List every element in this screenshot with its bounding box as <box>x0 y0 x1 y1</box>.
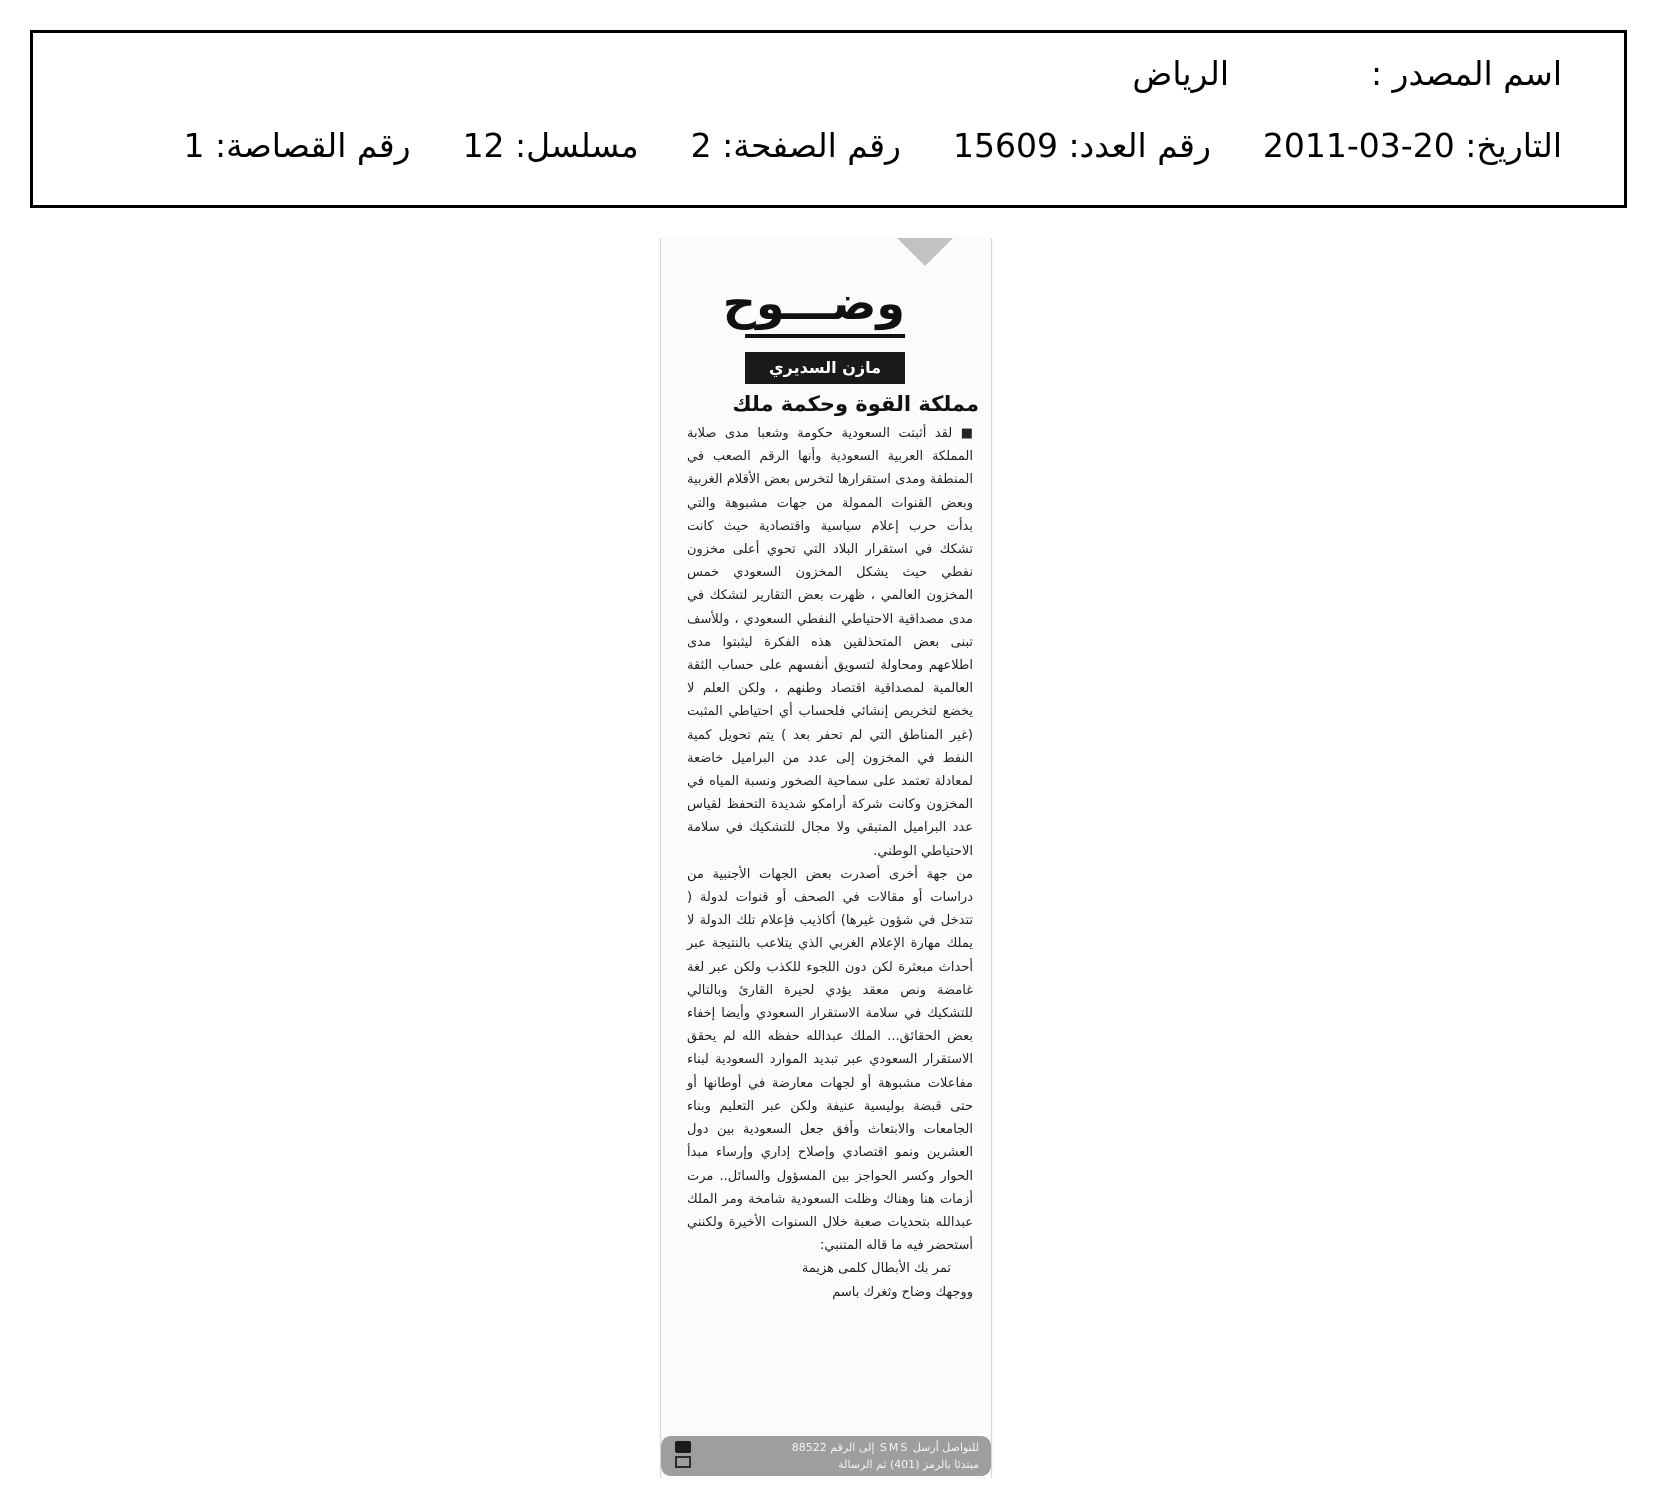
poem-verse-2: ووجهك وضاح وثغرك باسم <box>832 1284 973 1300</box>
date-field: التاريخ: 20-03-2011 <box>1262 126 1562 165</box>
article-headline: مملكة القوة وحكمة ملك <box>732 392 979 416</box>
newspaper-clipping <box>660 238 992 1478</box>
corner-triangle-decoration <box>897 238 953 266</box>
page-number-field: رقم الصفحة: 2 <box>690 126 901 165</box>
sms-contact-banner <box>661 1436 991 1476</box>
issue-number-field: رقم العدد: 15609 <box>952 126 1211 165</box>
author-badge: مازن السديري <box>745 352 905 384</box>
article-body <box>687 422 973 1304</box>
clipping-info-header <box>30 30 1627 208</box>
serial-field: مسلسل: 12 <box>462 126 639 165</box>
sms-line-1: للتواصل أرسل SMS إلى الرقم 88522 <box>791 1441 979 1454</box>
source-label: اسم المصدر : <box>1370 54 1562 93</box>
poem-verse-1: تمر بك الأبطال كلمى هزيمة <box>801 1261 951 1277</box>
source-value: الرياض <box>1132 54 1229 93</box>
article-paragraph: ■ لقد أثبتت السعودية حكومة وشعبا مدى صلابة المملكة العربية السعودية وأنها الرقم الصعب في المنطقة ومدى استقرارها لتخرس بعض الأقلام الغربية وبعض القنوات الممولة من جهات مشبوهة والتي بدأت حرب إعلام سياسية واقتصادية حيث كانت تشكك في استقرار البلاد التي تحوي أعلى مخزون نفطي حيث يشكل المخزون السعودي خمس المخزون العالمي ، ظهرت بعض التقارير لتشكك في مدى مصداقية الاحتياطي النفطي السعودي ، وللأسف تبنى بعض المتحذلقين هذه الفكرة ليثبتوا مدى اطلاعهم ومحاولة لتسويق أنفسهم على حساب الثقة العالمية لمصداقية اقتصاد وطنهم ، ولكن العلم لا يخضع لتخريص إنشائي فلحساب أي احتياطي المثبت (غير المناطق التي لم تحفر بعد ) يتم تحويل كمية النفط في المخزون إلى عدد من البراميل خاضعة لمعادلة تعتمد على سماحية الصخور ونسبة المياه في المخزون وكانت شركة أرامكو شديدة التحفظ لقياس عدد البراميل المتبقي ولا مجال للتشكيك في سلامة الاحتياطي الوطني. <box>687 426 973 859</box>
clipping-number-field: رقم القصاصة: 1 <box>183 126 411 165</box>
article-paragraph: من جهة أخرى أصدرت بعض الجهات الأجنبية من دراسات أو مقالات في الصحف أو قنوات لدولة ( تتدخل في شؤون غيرها) أكاذيب فإعلام تلك الدولة لا يملك مهارة الإعلام الغربي الذي يتلاعب بالنتيجة عبر أحداث مبعثرة لكن دون اللجوء للكذب ولكن عبر لغة غامضة ونص معقد يؤدي لحيرة القارئ وبالتالي للتشكيك في سلامة الاستقرار السعودي وأيضا إخفاء بعض الحقائق... الملك عبدالله حفظه الله لم يحقق الاستقرار السعودي عبر تبديد الموارد السعودية لبناء مفاعلات مشبوهة أو لجهات معارضة في أوطانها أو حتى قبضة بوليسية عنيفة ولكن عبر التعليم وبناء الجامعات والابتعاث وأفق جعل السعودية بين دول العشرين ونمو اقتصادي وإصلاح إداري وإرساء مبدأ الحوار وكسر الحواجز بين المسؤول والسائل.. مرت أزمات هنا وهناك وظلت السعودية شامخة ومر الملك عبدالله بتحديات صعبة خلال السنوات الأخيرة ولكنني أستحضر فيه ما قاله المتنبي: <box>687 866 973 1254</box>
column-logo: وضـــوح <box>722 276 905 330</box>
sms-line-2: مبتدئا بالرمز (401) ثم الرسالة <box>838 1458 979 1471</box>
metadata-row <box>183 126 1562 165</box>
logo-divider <box>745 334 905 338</box>
mobile-phone-icon <box>675 1441 691 1471</box>
